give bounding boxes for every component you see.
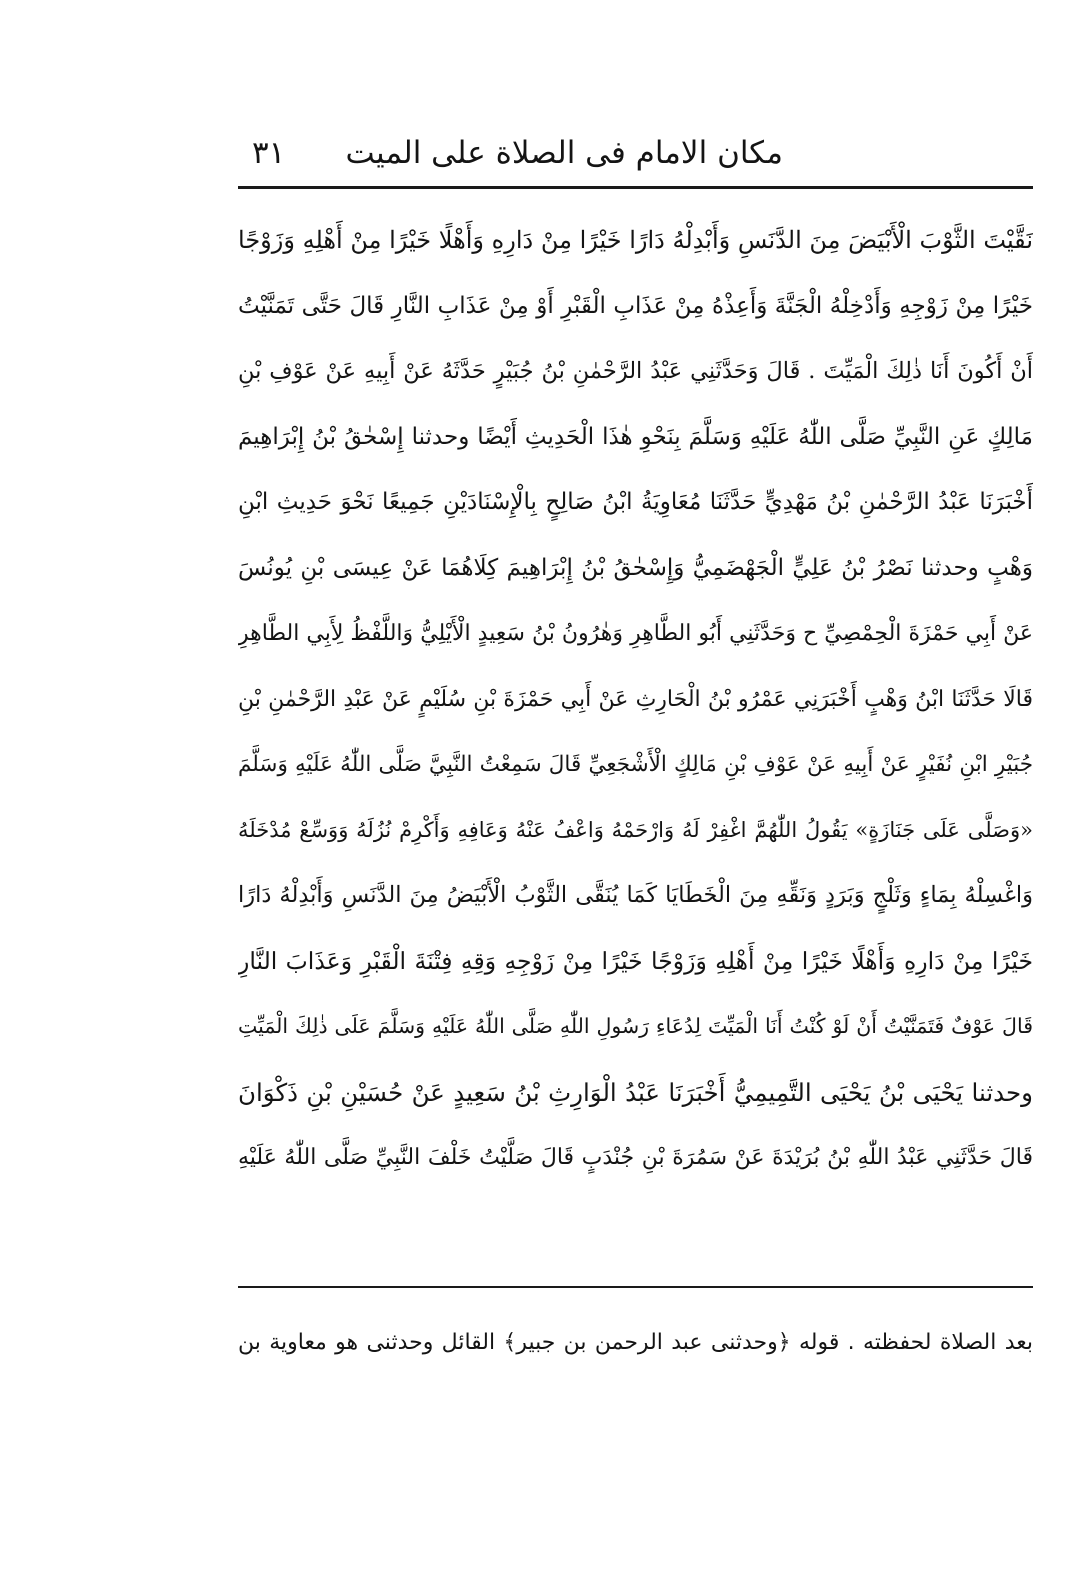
- text-line: قَالَا حَدَّثَنَا ابْنُ وَهْبٍ أَخْبَرَنِي عَمْرُو بْنُ الْحَارِثِ عَنْ أَبِي حَمْزَةَ بْنِ سُلَيْمٍ عَنْ عَبْدِ الرَّحْمٰنِ بْنِ: [238, 686, 1033, 712]
- header-rule: [238, 186, 1033, 189]
- footnote-rule: [238, 1286, 1033, 1288]
- text-line: عَنْ أَبِي حَمْزَةَ الْحِمْصِيِّ ح وَحَدَّثَنِي أَبُو الطَّاهِرِ وَهٰرُونُ بْنُ سَعِيدٍ الْأَيْلِيُّ وَاللَّفْظُ لِأَبِي الطَّاهِرِ: [238, 621, 1033, 646]
- text-line: «وَصَلَّى عَلَى جَنَازَةٍ» يَقُولُ اللّٰهُمَّ اغْفِرْ لَهُ وَارْحَمْهُ وَاعْفُ عَنْهُ وَعَافِهِ وَأَكْرِمْ نُزُلَهُ وَوَسِّعْ مُدْخَلَهُ: [238, 817, 1033, 842]
- text-line: وحدثنا يَحْيَى بْنُ يَحْيَى التَّمِيمِيُّ أَخْبَرَنَا عَبْدُ الْوَارِثِ بْنُ سَعِيدٍ عَنْ حُسَيْنِ بْنِ ذَكْوَانَ: [238, 1077, 1033, 1107]
- text-line: قَالَ عَوْفٌ فَتَمَنَّيْتُ أَنْ لَوْ كُنْتُ أَنَا الْمَيِّتَ لِدُعَاءِ رَسُولِ اللّٰهِ صَلَّى اللّٰهُ عَلَيْهِ وَسَلَّمَ عَلَى ذٰلِكَ الْمَيِّتِ: [238, 1014, 1033, 1038]
- running-title: مكان الامام فى الصلاة على الميت: [345, 135, 783, 171]
- footnote: بعد الصلاة لحفظته . قوله ﴿وحدثنى عبد الرحمن بن جبير﴾ القائل وحدثنى هو معاوية بن: [238, 1330, 1033, 1355]
- text-line: أَخْبَرَنَا عَبْدُ الرَّحْمٰنِ بْنُ مَهْدِيٍّ حَدَّثَنَا مُعَاوِيَةُ ابْنُ صَالِحٍ بِالْإِسْنَادَيْنِ جَمِيعًا نَحْوَ حَدِيثِ ابْنِ: [238, 489, 1033, 515]
- text-line: أَنْ أَكُونَ أَنَا ذٰلِكَ الْمَيِّتَ . قَالَ وَحَدَّثَنِي عَبْدُ الرَّحْمٰنِ بْنُ جُبَيْرٍ حَدَّثَهُ عَنْ أَبِيهِ عَنْ عَوْفِ بْنِ: [238, 358, 1033, 384]
- text-line: نَقَّيْتَ الثَّوْبَ الْأَبْيَضَ مِنَ الدَّنَسِ وَأَبْدِلْهُ دَارًا خَيْرًا مِنْ دَارِهِ وَأَهْلًا خَيْرًا مِنْ أَهْلِهِ وَزَوْجًا: [238, 226, 1033, 254]
- page-number: ٣١: [252, 135, 286, 171]
- text-line: وَهْبٍ وحدثنا نَصْرُ بْنُ عَلِيٍّ الْجَهْضَمِيُّ وَإِسْحٰقُ بْنُ إِبْرَاهِيمَ كِلَاهُمَا عَنْ عِيسَى بْنِ يُونُسَ: [238, 554, 1033, 581]
- text-line: جُبَيْرِ ابْنِ نُفَيْرٍ عَنْ أَبِيهِ عَنْ عَوْفِ بْنِ مَالِكٍ الْأَشْجَعِيِّ قَالَ سَمِعْتُ النَّبِيَّ صَلَّى اللّٰهُ عَلَيْهِ وَسَلَّمَ: [238, 752, 1033, 777]
- text-line: خَيْرًا مِنْ زَوْجِهِ وَأَدْخِلْهُ الْجَنَّةَ وَأَعِذْهُ مِنْ عَذَابِ الْقَبْرِ أَوْ مِنْ عَذَابِ النَّارِ قَالَ حَتَّى تَمَنَّيْتُ: [238, 292, 1033, 319]
- hadith-text-block: [238, 208, 1033, 1191]
- text-line: مَالِكٍ عَنِ النَّبِيِّ صَلَّى اللّٰهُ عَلَيْهِ وَسَلَّمَ بِنَحْوِ هٰذَا الْحَدِيثِ أَيْضًا وحدثنا إِسْحٰقُ بْنُ إِبْرَاهِيمَ: [238, 423, 1033, 450]
- page-header: [238, 128, 1033, 178]
- text-line: قَالَ حَدَّثَنِي عَبْدُ اللّٰهِ بْنُ بُرَيْدَةَ عَنْ سَمُرَةَ بْنِ جُنْدَبٍ قَالَ صَلَّيْتُ خَلْفَ النَّبِيِّ صَلَّى اللّٰهُ عَلَيْهِ: [238, 1145, 1033, 1170]
- text-line: وَاغْسِلْهُ بِمَاءٍ وَثَلْجٍ وَبَرَدٍ وَنَقِّهِ مِنَ الْخَطَايَا كَمَا يُنَقَّى الثَّوْبُ الْأَبْيَضُ مِنَ الدَّنَسِ وَأَبْدِلْهُ دَارًا: [238, 882, 1033, 908]
- text-line: خَيْرًا مِنْ دَارِهِ وَأَهْلًا خَيْرًا مِنْ أَهْلِهِ وَزَوْجًا خَيْرًا مِنْ زَوْجِهِ وَقِهِ فِتْنَةَ الْقَبْرِ وَعَذَابَ النَّارِ: [238, 946, 1033, 975]
